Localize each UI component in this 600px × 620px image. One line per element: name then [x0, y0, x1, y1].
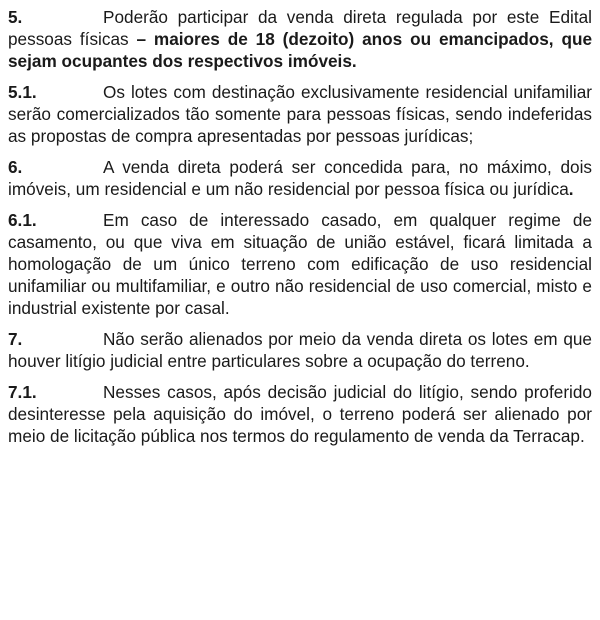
clause-number: 7. — [8, 329, 23, 349]
clause-text: Poderão participar da venda direta regulada por este Edital pessoas físicas — [8, 7, 592, 49]
clause-6-1 — [8, 209, 592, 319]
clause-6 — [8, 156, 592, 200]
clause-text-bold: – maiores de 18 (dezoito) anos ou emancipados, que sejam ocupantes dos respectivos imóveis. — [8, 29, 593, 71]
clause-text: Não serão alienados por meio da venda direta os lotes em que houver — [8, 329, 592, 371]
clause-5 — [8, 6, 592, 72]
clause-number: 6. — [8, 157, 23, 177]
clause-text: Os lotes com destinação exclusivamente residencial unifamiliar serão comercializados tão somente para pessoas físicas, sendo indeferidas as propostas de compra apresentadas por pessoas jurídicas; — [8, 82, 592, 146]
clause-text: Em caso de interessado casado, em qualquer regime de casamento, ou que viva em situação de união estável, ficará limitada a homologação de um único terreno com edificação de uso residencial unifamiliar ou multifamiliar, e outro não residencial de uso comercial, misto e industrial existente por casal. — [8, 210, 592, 318]
clause-text-emphasis: litígio judicial — [65, 351, 163, 371]
clause-5-1 — [8, 81, 592, 147]
clause-number: 5. — [8, 7, 23, 27]
edital-document — [8, 6, 592, 456]
clause-text: A venda direta poderá ser concedida para, no máximo, dois imóveis, um residencial e um não residencial por pessoa física ou jurídica — [8, 157, 592, 199]
clause-text: entre particulares sobre a ocupação do terreno. — [162, 351, 530, 371]
clause-7 — [8, 328, 592, 372]
clause-number: 5.1. — [8, 82, 37, 102]
clause-number: 6.1. — [8, 210, 37, 230]
clause-7-1 — [8, 381, 592, 447]
clause-text: Nesses casos, após decisão judicial do litígio, sendo proferido desinteresse pela aquisição do imóvel, o terreno poderá ser alienado por meio de licitação pública nos termos do regulamento de venda da Terracap. — [8, 382, 592, 446]
clause-text-bold: . — [568, 179, 574, 199]
clause-number: 7.1. — [8, 382, 37, 402]
